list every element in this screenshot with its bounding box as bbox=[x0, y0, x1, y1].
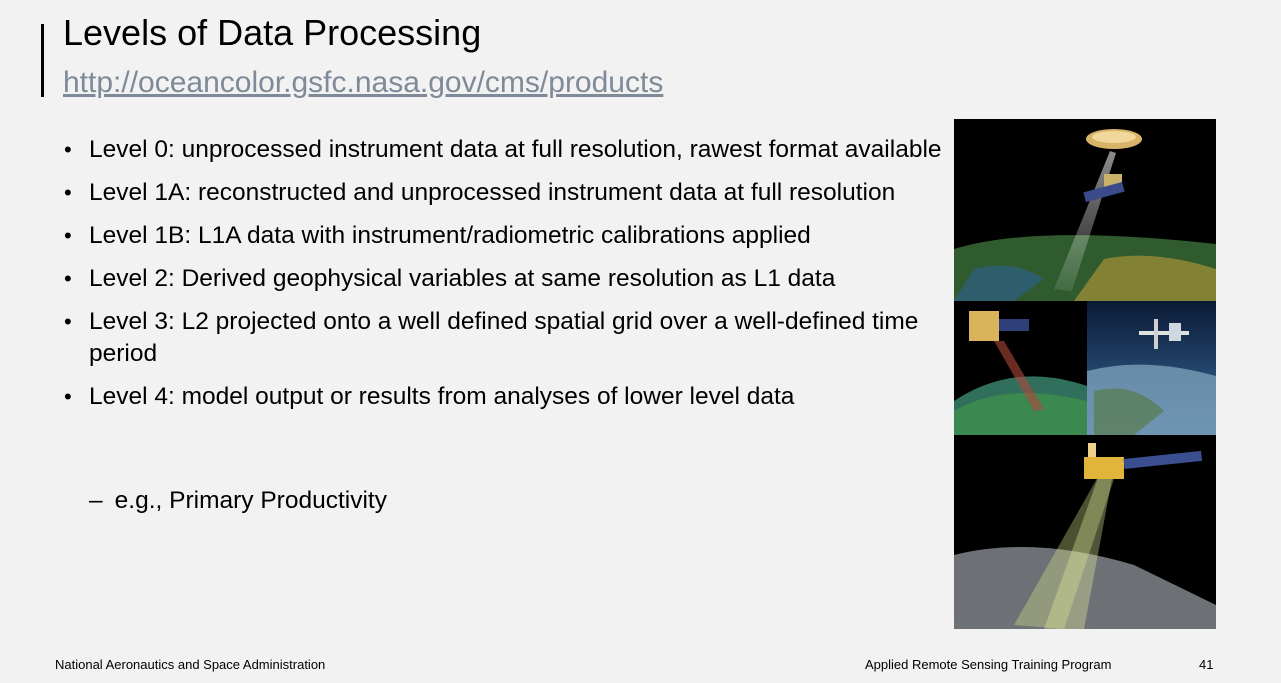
satellite-swath-illustration bbox=[954, 435, 1216, 629]
bullet-marker: • bbox=[64, 180, 72, 205]
bullet-list bbox=[64, 134, 944, 424]
satellites-iss-illustration bbox=[954, 301, 1216, 435]
sub-bullet bbox=[89, 485, 387, 517]
bullet-marker: • bbox=[64, 223, 72, 248]
list-item bbox=[64, 381, 944, 413]
slide-title: Levels of Data Processing bbox=[63, 12, 482, 53]
satellite-cone-illustration bbox=[954, 119, 1216, 301]
list-item bbox=[64, 220, 944, 252]
bullet-marker: • bbox=[64, 266, 72, 291]
dash-marker: – bbox=[89, 487, 103, 514]
satellite-cone-image bbox=[954, 119, 1216, 301]
products-link[interactable]: http://oceancolor.gsfc.nasa.gov/cms/products bbox=[63, 66, 664, 99]
bullet-text: Level 1A: reconstructed and unprocessed instrument data at full resolution bbox=[89, 179, 896, 206]
bullet-text: Level 0: unprocessed instrument data at full resolution, rawest format available bbox=[89, 136, 942, 163]
footer-agency: National Aeronautics and Space Administration bbox=[55, 657, 326, 672]
bullet-marker: • bbox=[64, 384, 72, 409]
list-item bbox=[64, 134, 944, 166]
list-item bbox=[64, 306, 944, 370]
satellite-swath-image bbox=[954, 435, 1216, 629]
bullet-marker: • bbox=[64, 137, 72, 162]
bullet-marker: • bbox=[64, 309, 72, 334]
sub-bullet-text: e.g., Primary Productivity bbox=[114, 487, 387, 514]
footer-program: Applied Remote Sensing Training Program bbox=[865, 657, 1112, 672]
bullet-text: Level 4: model output or results from analyses of lower level data bbox=[89, 383, 795, 410]
satellites-iss-image bbox=[954, 301, 1216, 435]
list-item bbox=[64, 263, 944, 295]
bullet-text: Level 3: L2 projected onto a well defined spatial grid over a well-defined time period bbox=[89, 308, 919, 367]
title-accent-bar bbox=[41, 24, 44, 97]
list-item bbox=[64, 177, 944, 209]
bullet-text: Level 2: Derived geophysical variables at same resolution as L1 data bbox=[89, 265, 836, 292]
page-number: 41 bbox=[1199, 657, 1214, 672]
bullet-text: Level 1B: L1A data with instrument/radiometric calibrations applied bbox=[89, 222, 811, 249]
